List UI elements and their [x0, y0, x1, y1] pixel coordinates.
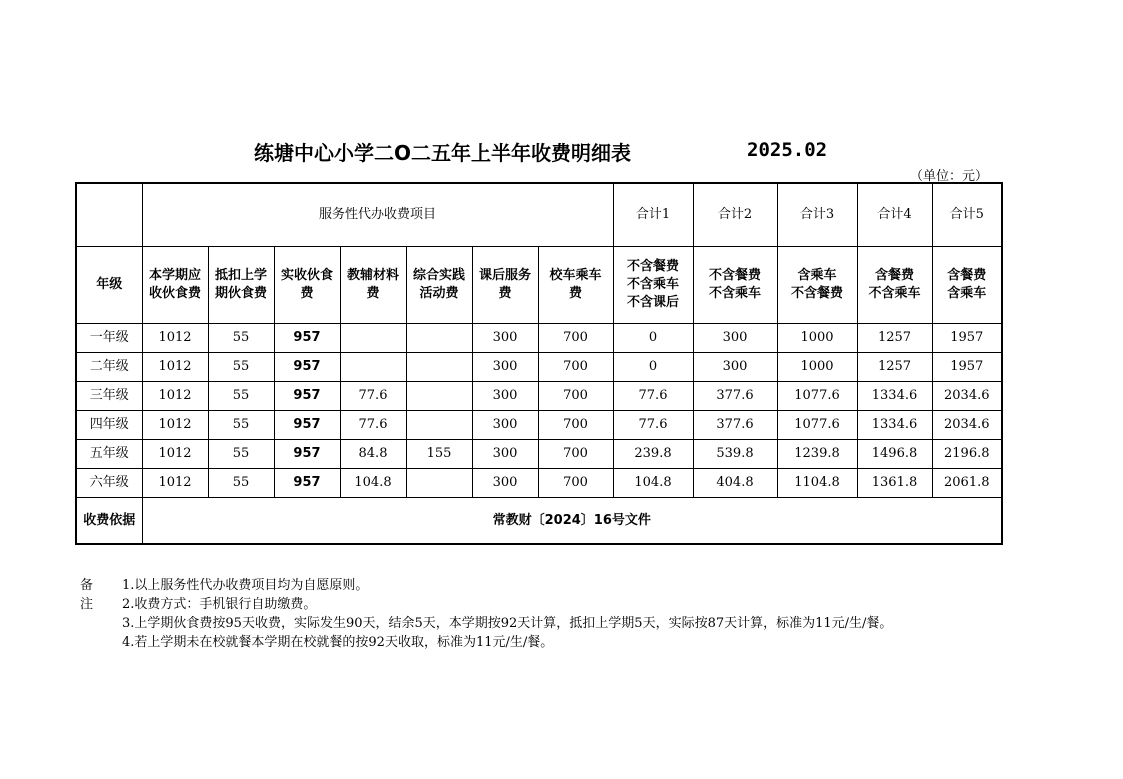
table-cell: 1957 — [932, 353, 1002, 382]
sum-header: 合计4 — [857, 183, 932, 247]
column-header — [274, 247, 340, 324]
table-cell: 77.6 — [340, 411, 406, 440]
column-header-line: 含餐费 — [947, 268, 987, 283]
sum-header: 合计1 — [613, 183, 693, 247]
table-row — [76, 324, 1002, 353]
table-cell: 404.8 — [693, 469, 777, 498]
column-header-line: 不含餐费 — [790, 286, 843, 301]
note-item: 2.收费方式：手机银行自助缴费。 — [122, 597, 317, 612]
table-cell: 1012 — [142, 469, 208, 498]
table-cell: 0 — [613, 324, 693, 353]
column-header — [777, 247, 857, 324]
fee-table — [75, 182, 1003, 545]
column-header — [613, 247, 693, 324]
table-row — [76, 469, 1002, 498]
column-header-line: 含餐费 — [874, 268, 914, 283]
column-header — [538, 247, 613, 324]
table-cell: 377.6 — [693, 382, 777, 411]
table-cell: 957 — [274, 324, 340, 353]
table-cell: 2034.6 — [932, 411, 1002, 440]
table-cell — [406, 411, 472, 440]
column-header-line: 费 — [366, 286, 380, 301]
column-header-line: 收伙食费 — [148, 286, 201, 301]
header-row-2 — [76, 247, 1002, 324]
column-header — [857, 247, 932, 324]
column-header-line: 不含乘车 — [708, 286, 761, 301]
column-header-line: 抵扣上学 — [214, 268, 267, 283]
note-item: 3.上学期伙食费按95天收费，实际发生90天，结余5天，本学期按92天计算，抵扣上学期5天，实际按87天计算，标准为11元/生/餐。 — [122, 616, 893, 631]
table-cell: 0 — [613, 353, 693, 382]
table-cell: 84.8 — [340, 440, 406, 469]
table-cell: 700 — [538, 469, 613, 498]
column-header-line: 含乘车 — [947, 286, 987, 301]
table-cell: 1012 — [142, 411, 208, 440]
column-header-line: 含乘车 — [797, 268, 837, 283]
table-cell: 300 — [472, 324, 538, 353]
table-cell: 957 — [274, 382, 340, 411]
grade-cell: 一年级 — [76, 324, 142, 353]
grade-cell: 三年级 — [76, 382, 142, 411]
table-cell: 155 — [406, 440, 472, 469]
table-cell — [340, 353, 406, 382]
table-row — [76, 353, 1002, 382]
grade-header: 年级 — [76, 247, 142, 324]
column-header — [208, 247, 274, 324]
basis-row — [76, 498, 1002, 545]
table-cell: 1957 — [932, 324, 1002, 353]
table-cell: 300 — [472, 440, 538, 469]
table-cell: 700 — [538, 353, 613, 382]
table-cell: 1334.6 — [857, 382, 932, 411]
table-row — [76, 411, 1002, 440]
table-cell: 1012 — [142, 440, 208, 469]
column-header-line: 费 — [568, 286, 582, 301]
table-cell: 55 — [208, 411, 274, 440]
table-cell: 1239.8 — [777, 440, 857, 469]
column-header-line: 实收伙食 — [280, 268, 333, 283]
column-header-line: 不含餐费 — [626, 259, 679, 274]
table-cell: 2196.8 — [932, 440, 1002, 469]
table-cell: 104.8 — [613, 469, 693, 498]
table-cell: 1257 — [857, 353, 932, 382]
table-cell: 700 — [538, 324, 613, 353]
table-cell: 957 — [274, 353, 340, 382]
sum-header: 合计2 — [693, 183, 777, 247]
table-row — [76, 382, 1002, 411]
column-header — [340, 247, 406, 324]
table-cell: 1000 — [777, 324, 857, 353]
table-cell: 957 — [274, 469, 340, 498]
note-item: 4.若上学期未在校就餐本学期在校就餐的按92天收取，标准为11元/生/餐。 — [122, 635, 554, 650]
table-cell: 55 — [208, 382, 274, 411]
column-header-line: 不含乘车 — [868, 286, 921, 301]
table-cell: 1334.6 — [857, 411, 932, 440]
table-cell: 1104.8 — [777, 469, 857, 498]
column-header-line: 费 — [498, 286, 512, 301]
column-header — [472, 247, 538, 324]
note-item: 1.以上服务性代办收费项目均为自愿原则。 — [122, 578, 369, 593]
grade-cell: 二年级 — [76, 353, 142, 382]
column-header-line: 校车乘车 — [549, 268, 602, 283]
column-header-line: 不含课后 — [626, 295, 679, 310]
table-cell — [406, 469, 472, 498]
table-cell: 300 — [693, 353, 777, 382]
table-cell: 1012 — [142, 324, 208, 353]
table-cell: 300 — [472, 382, 538, 411]
blank-corner-cell — [76, 183, 142, 247]
table-cell: 300 — [693, 324, 777, 353]
column-header-line: 教辅材料 — [346, 268, 399, 283]
column-header-line: 不含餐费 — [708, 268, 761, 283]
column-header-line: 本学期应 — [148, 268, 201, 283]
table-cell: 1077.6 — [777, 382, 857, 411]
column-header-line: 活动费 — [419, 286, 459, 301]
column-header-line: 综合实践 — [412, 268, 465, 283]
notes-label: 备注 — [80, 578, 94, 612]
table-cell: 1077.6 — [777, 411, 857, 440]
table-cell: 300 — [472, 469, 538, 498]
group-header: 服务性代办收费项目 — [142, 183, 613, 247]
table-cell: 239.8 — [613, 440, 693, 469]
sum-header: 合计3 — [777, 183, 857, 247]
sum-header: 合计5 — [932, 183, 1002, 247]
column-header — [142, 247, 208, 324]
table-cell: 300 — [472, 353, 538, 382]
header-row-1 — [76, 183, 1002, 247]
table-cell: 957 — [274, 411, 340, 440]
table-cell — [406, 382, 472, 411]
column-header — [693, 247, 777, 324]
basis-text: 常教财〔2024〕16号文件 — [142, 498, 1002, 545]
column-header-line: 费 — [300, 286, 314, 301]
table-cell: 957 — [274, 440, 340, 469]
table-cell: 1012 — [142, 382, 208, 411]
table-cell: 77.6 — [340, 382, 406, 411]
table-cell: 300 — [472, 411, 538, 440]
table-cell: 700 — [538, 411, 613, 440]
table-cell: 55 — [208, 353, 274, 382]
table-cell: 77.6 — [613, 411, 693, 440]
table-cell: 55 — [208, 469, 274, 498]
table-cell: 377.6 — [693, 411, 777, 440]
notes-list — [122, 576, 892, 652]
table-cell: 539.8 — [693, 440, 777, 469]
column-header-line: 期伙食费 — [214, 286, 267, 301]
table-cell: 1496.8 — [857, 440, 932, 469]
table-cell: 55 — [208, 324, 274, 353]
table-cell: 700 — [538, 440, 613, 469]
basis-label: 收费依据 — [76, 498, 142, 545]
table-cell — [340, 324, 406, 353]
table-cell: 1257 — [857, 324, 932, 353]
sheet-title: 练塘中心小学二O二五年上半年收费明细表 — [254, 141, 632, 165]
sheet-date: 2025.02 — [747, 139, 828, 161]
column-header — [406, 247, 472, 324]
table-row — [76, 440, 1002, 469]
table-cell: 2034.6 — [932, 382, 1002, 411]
column-header-line: 课后服务 — [478, 268, 531, 283]
table-cell: 1361.8 — [857, 469, 932, 498]
table-cell — [406, 353, 472, 382]
table-cell: 700 — [538, 382, 613, 411]
grade-cell: 六年级 — [76, 469, 142, 498]
table-body — [76, 324, 1002, 498]
grade-cell: 五年级 — [76, 440, 142, 469]
grade-cell: 四年级 — [76, 411, 142, 440]
table-cell: 77.6 — [613, 382, 693, 411]
unit-label: （单位：元） — [910, 169, 989, 184]
column-header — [932, 247, 1002, 324]
table-cell: 104.8 — [340, 469, 406, 498]
table-cell: 1000 — [777, 353, 857, 382]
column-header-line: 不含乘车 — [626, 277, 679, 292]
table-cell — [406, 324, 472, 353]
table-cell: 1012 — [142, 353, 208, 382]
table-cell: 2061.8 — [932, 469, 1002, 498]
table-cell: 55 — [208, 440, 274, 469]
